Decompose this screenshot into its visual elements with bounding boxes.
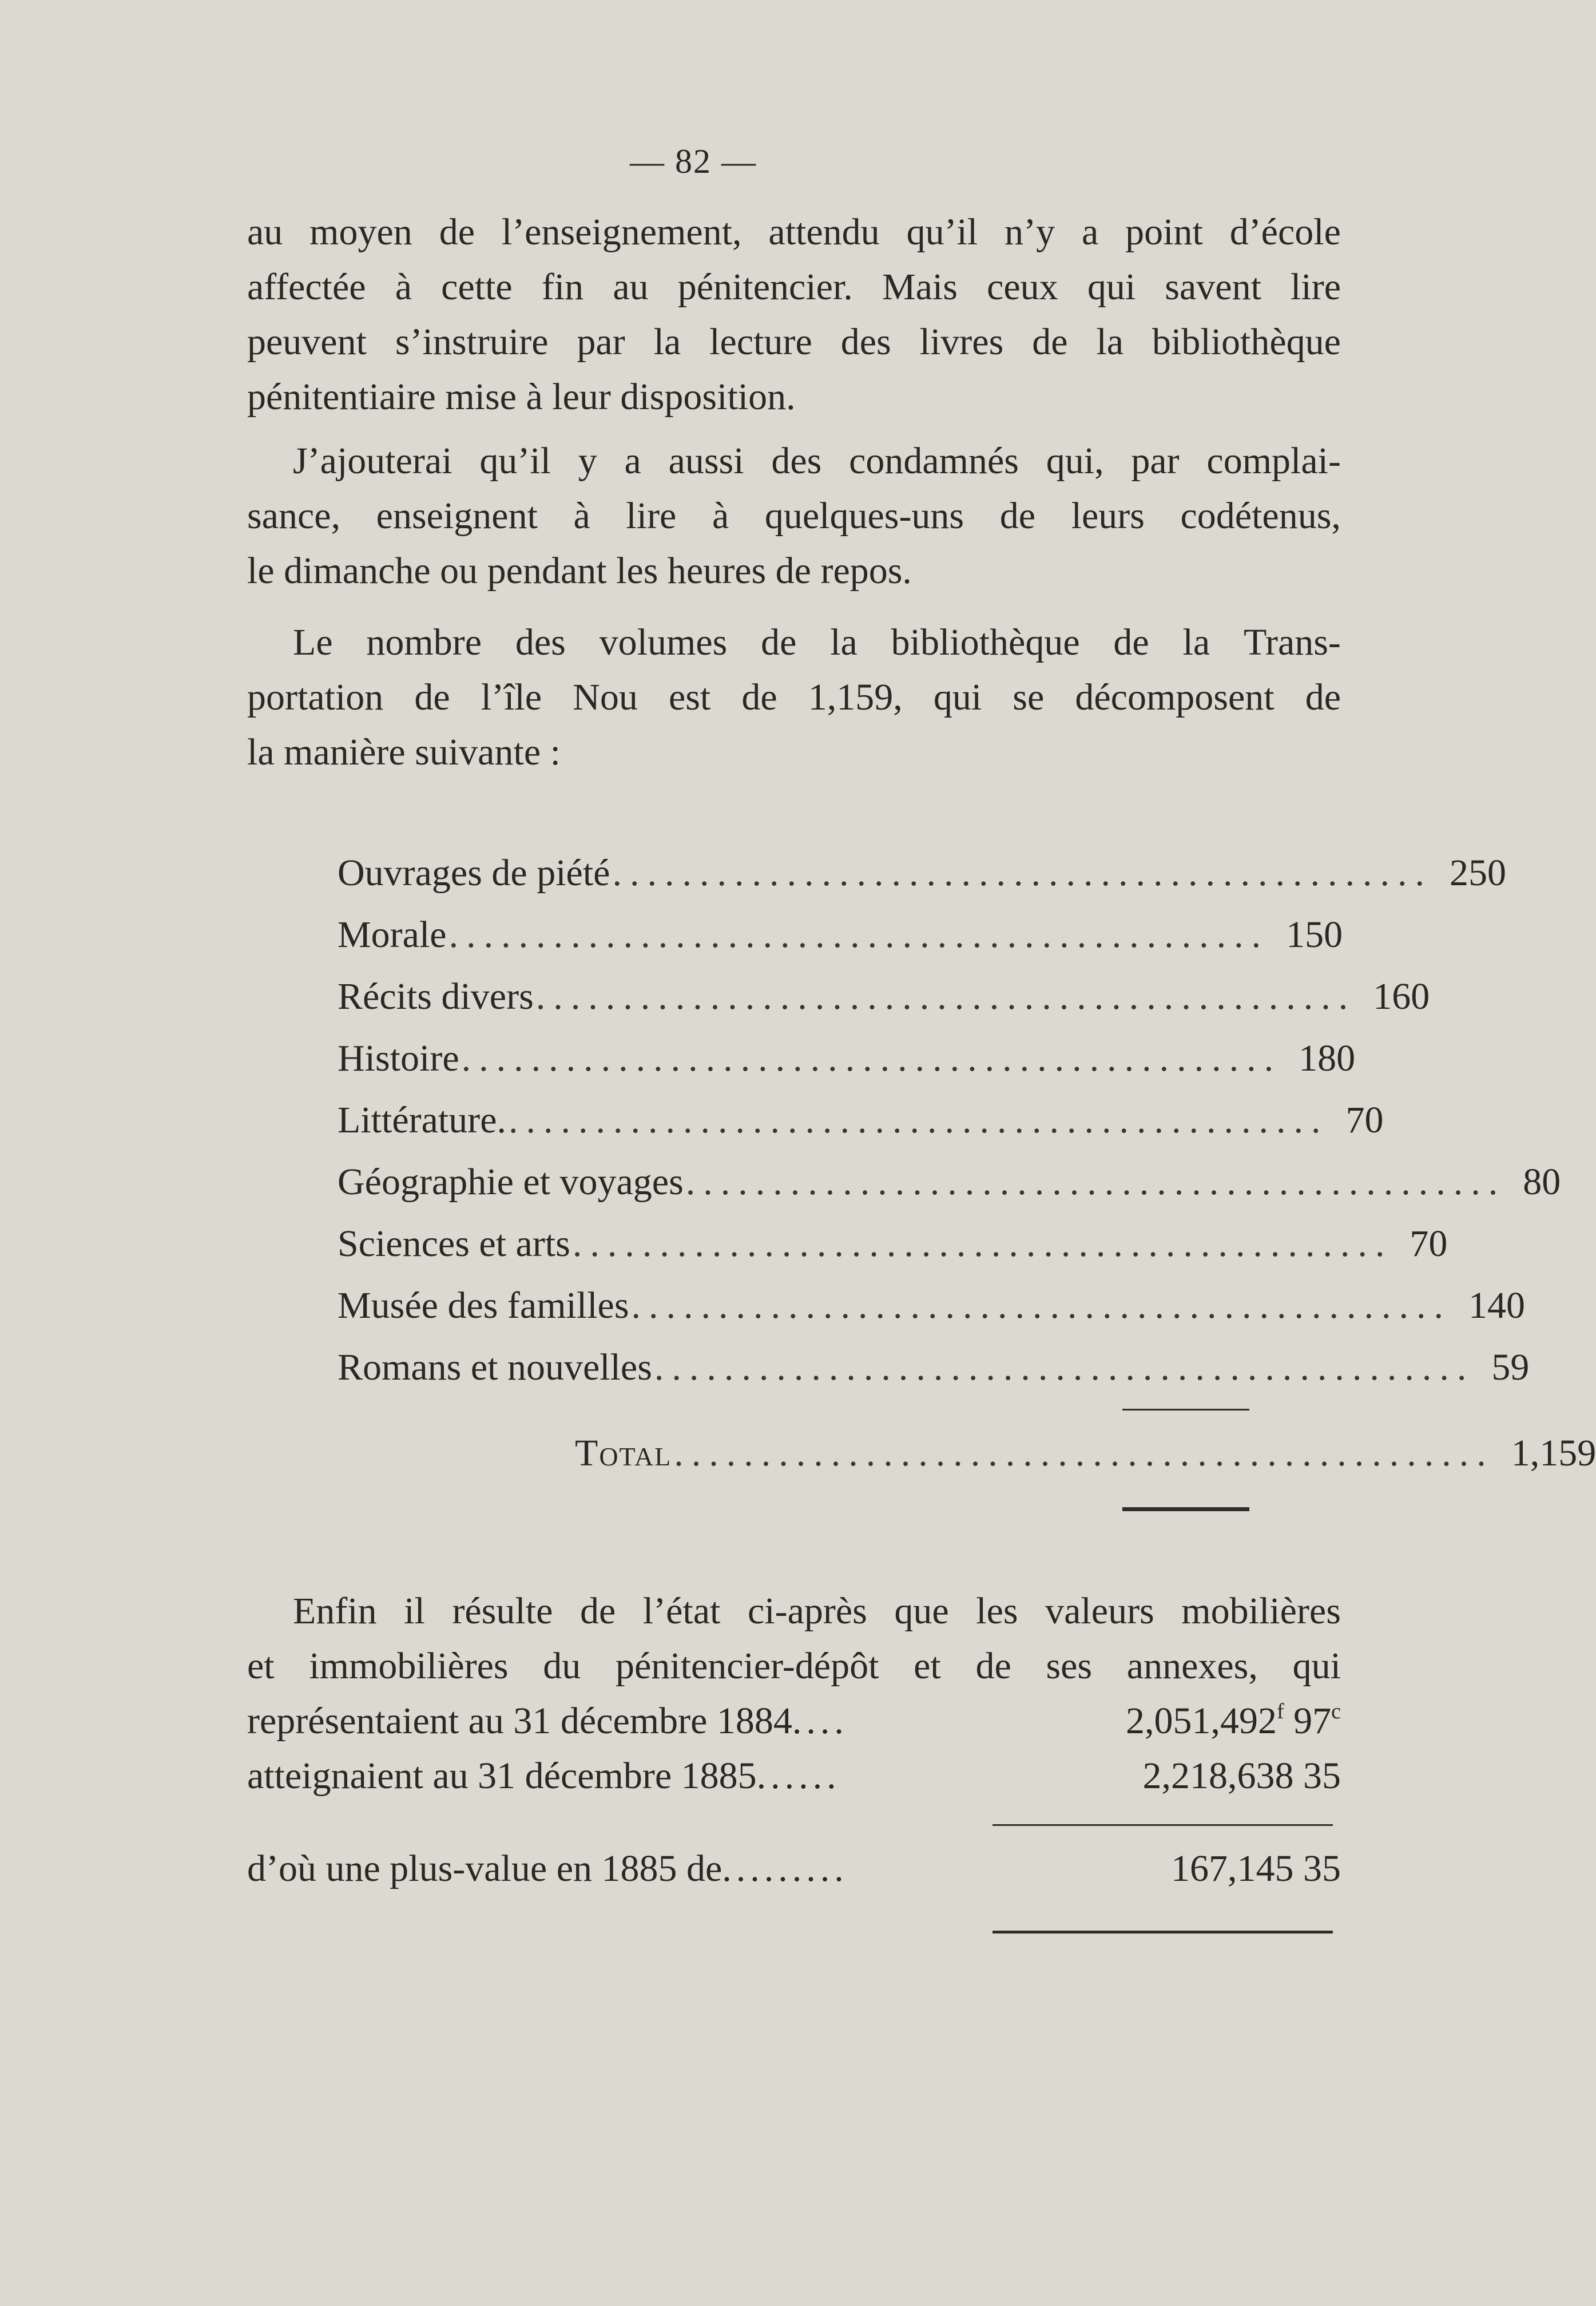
word: Nou bbox=[573, 676, 638, 718]
word: se bbox=[1013, 676, 1045, 718]
amount-francs: 2,051,492 bbox=[1125, 1700, 1277, 1742]
text-line bbox=[247, 434, 1341, 489]
word: des bbox=[840, 321, 891, 363]
word: les bbox=[976, 1590, 1018, 1632]
word: de bbox=[975, 1645, 1011, 1687]
word: condamnés bbox=[849, 440, 1019, 482]
word: y bbox=[578, 440, 597, 482]
paragraph-3 bbox=[247, 615, 1341, 780]
word: valeurs bbox=[1045, 1590, 1154, 1632]
word: volumes bbox=[599, 621, 728, 663]
amount-francs: 2,218,638 bbox=[1142, 1755, 1294, 1797]
volume-count: 59 bbox=[1491, 1346, 1530, 1388]
word: Enfin bbox=[293, 1590, 377, 1632]
table-row bbox=[338, 1275, 1526, 1337]
word: Trans- bbox=[1243, 621, 1341, 663]
word: l’île bbox=[481, 676, 542, 718]
dot-leader: ............................................... bbox=[631, 1285, 1452, 1326]
ledger-amount bbox=[1032, 1694, 1341, 1749]
dot-leader: ............................................... bbox=[612, 852, 1432, 894]
word: immobilières bbox=[309, 1645, 509, 1687]
dot-leader: ...... bbox=[756, 1755, 841, 1797]
word: de bbox=[1113, 621, 1149, 663]
category-label: Morale bbox=[338, 914, 447, 956]
table-row bbox=[338, 1337, 1530, 1398]
word: a bbox=[1081, 211, 1099, 253]
word: lire bbox=[626, 495, 677, 537]
volume-count: 70 bbox=[1410, 1223, 1448, 1265]
word: décomposent bbox=[1075, 676, 1275, 718]
volume-count: 250 bbox=[1449, 852, 1506, 894]
word: à bbox=[712, 495, 729, 537]
table-row bbox=[338, 904, 1343, 966]
amount-cents: 35 bbox=[1303, 1848, 1341, 1889]
word: au bbox=[613, 266, 649, 308]
word: attendu bbox=[768, 211, 880, 253]
word: des bbox=[771, 440, 822, 482]
word: de bbox=[761, 621, 797, 663]
text-line bbox=[247, 260, 1341, 315]
word: s’instruire bbox=[395, 321, 549, 363]
word: affectée bbox=[247, 266, 366, 308]
word: lecture bbox=[709, 321, 812, 363]
dot-leader: ............................................... bbox=[461, 1037, 1282, 1079]
text-line: le dimanche ou pendant les heures de repos. bbox=[247, 550, 912, 592]
dot-leader: ............................................... bbox=[572, 1223, 1393, 1265]
table-row bbox=[338, 1213, 1448, 1275]
word: mobilières bbox=[1181, 1590, 1341, 1632]
category-label: Géographie et voyages bbox=[338, 1161, 684, 1203]
text-line bbox=[247, 315, 1341, 370]
word: de bbox=[999, 495, 1036, 537]
amount-francs: 167,145 bbox=[1171, 1848, 1294, 1889]
word: qui bbox=[1292, 1645, 1341, 1687]
dot-leader: .... bbox=[792, 1700, 848, 1742]
word: sance, bbox=[247, 495, 341, 537]
word: du bbox=[543, 1645, 581, 1687]
word: leurs bbox=[1071, 495, 1145, 537]
dot-leader: ............................................... bbox=[509, 1099, 1329, 1141]
text-line bbox=[247, 1639, 1341, 1694]
word: Le bbox=[293, 621, 333, 663]
franc-unit: f bbox=[1276, 1699, 1284, 1723]
difference-rule bbox=[992, 1824, 1333, 1826]
volume-count: 150 bbox=[1286, 914, 1343, 956]
paragraph-4 bbox=[247, 1584, 1341, 1694]
amount-cents: 97 bbox=[1293, 1700, 1332, 1742]
word: annexes, bbox=[1126, 1645, 1258, 1687]
word: la bbox=[1096, 321, 1124, 363]
word: par bbox=[1131, 440, 1180, 482]
text-line: la manière suivante : bbox=[247, 731, 561, 773]
category-label: Musée des familles bbox=[338, 1285, 629, 1326]
amount-cents: 35 bbox=[1303, 1755, 1341, 1797]
dot-leader: ............................................... bbox=[654, 1346, 1475, 1388]
word: cette bbox=[441, 266, 513, 308]
word: la bbox=[830, 621, 857, 663]
total-row bbox=[338, 1423, 1596, 1484]
value-ledger bbox=[247, 1694, 1341, 1896]
word: de bbox=[1032, 321, 1068, 363]
word: ceux bbox=[987, 266, 1058, 308]
word: à bbox=[395, 266, 412, 308]
word: ci-après bbox=[747, 1590, 867, 1632]
word: 1,159, bbox=[808, 676, 903, 718]
word: que bbox=[894, 1590, 949, 1632]
word: est bbox=[668, 676, 711, 718]
word: a bbox=[624, 440, 641, 482]
table-row bbox=[338, 1151, 1561, 1213]
table-row bbox=[338, 966, 1430, 1028]
total-label: Total bbox=[575, 1432, 672, 1474]
table-row bbox=[338, 1089, 1384, 1151]
word: de bbox=[741, 676, 777, 718]
dot-leader: ......... bbox=[722, 1848, 848, 1889]
text-line bbox=[247, 615, 1341, 670]
cent-unit: c bbox=[1331, 1699, 1341, 1723]
category-label: Sciences et arts bbox=[338, 1223, 570, 1265]
word: d’école bbox=[1229, 211, 1341, 253]
word: bibliothèque bbox=[891, 621, 1080, 663]
word: la bbox=[653, 321, 681, 363]
word: peuvent bbox=[247, 321, 367, 363]
paragraph-2 bbox=[247, 434, 1341, 599]
word: de bbox=[1305, 676, 1341, 718]
word: qui bbox=[933, 676, 982, 718]
ledger-row-1885 bbox=[247, 1749, 1341, 1804]
word: point bbox=[1125, 211, 1203, 253]
word: ses bbox=[1046, 1645, 1093, 1687]
category-label: Ouvrages de piété bbox=[338, 852, 610, 894]
dot-leader: ............................................... bbox=[674, 1432, 1494, 1474]
word: qui, bbox=[1046, 440, 1104, 482]
text-line bbox=[247, 489, 1341, 544]
total-value: 1,159 bbox=[1511, 1432, 1596, 1474]
dot-leader: ............................................... bbox=[448, 914, 1269, 956]
word: quelques-uns bbox=[764, 495, 964, 537]
volume-count: 80 bbox=[1523, 1161, 1561, 1203]
word: résulte bbox=[452, 1590, 553, 1632]
word: l’enseignement, bbox=[501, 211, 742, 253]
word: par bbox=[577, 321, 625, 363]
ledger-label: atteignaient au 31 décembre 1885 bbox=[247, 1755, 757, 1797]
word: bibliothèque bbox=[1152, 321, 1341, 363]
word: lire bbox=[1291, 266, 1341, 308]
ledger-amount bbox=[1032, 1749, 1341, 1804]
word: pénitencier-dépôt bbox=[615, 1645, 879, 1687]
table-row bbox=[338, 842, 1506, 904]
word: de bbox=[414, 676, 450, 718]
volume-count: 180 bbox=[1299, 1037, 1356, 1079]
word: enseignent bbox=[376, 495, 538, 537]
result-rule bbox=[992, 1931, 1333, 1933]
word: au bbox=[247, 211, 283, 253]
category-label: Littérature. bbox=[338, 1099, 507, 1141]
word: qu’il bbox=[906, 211, 978, 253]
word: la bbox=[1182, 621, 1210, 663]
text-line: pénitentiaire mise à leur disposition. bbox=[247, 376, 796, 418]
word: n’y bbox=[1005, 211, 1055, 253]
word: de bbox=[439, 211, 475, 253]
word: de bbox=[579, 1590, 616, 1632]
page-number: — 82 — bbox=[630, 142, 757, 180]
word: livres bbox=[919, 321, 1004, 363]
category-label: Récits divers bbox=[338, 976, 534, 1017]
category-label: Romans et nouvelles bbox=[338, 1346, 652, 1388]
word: et bbox=[247, 1645, 275, 1687]
word: aussi bbox=[668, 440, 744, 482]
word: J’ajouterai bbox=[293, 440, 452, 482]
text-line bbox=[247, 205, 1341, 260]
text-line bbox=[247, 1584, 1341, 1639]
ledger-row-result bbox=[247, 1841, 1341, 1896]
paragraph-1 bbox=[247, 205, 1341, 425]
ledger-label: d’où une plus-value en 1885 de bbox=[247, 1848, 722, 1889]
volume-count: 70 bbox=[1345, 1099, 1384, 1141]
word: portation bbox=[247, 676, 384, 718]
volume-count: 140 bbox=[1468, 1285, 1526, 1326]
library-volumes-table bbox=[338, 842, 1596, 1484]
word: des bbox=[515, 621, 566, 663]
word: Mais bbox=[882, 266, 958, 308]
word: et bbox=[914, 1645, 941, 1687]
word: l’état bbox=[642, 1590, 721, 1632]
ledger-row-1884 bbox=[247, 1694, 1341, 1749]
word: à bbox=[573, 495, 590, 537]
sum-rule bbox=[1122, 1409, 1249, 1410]
word: savent bbox=[1165, 266, 1261, 308]
word: pénitencier. bbox=[677, 266, 853, 308]
word: complai- bbox=[1206, 440, 1341, 482]
dot-leader: ............................................... bbox=[535, 976, 1356, 1017]
word: moyen bbox=[309, 211, 412, 253]
word: qu’il bbox=[479, 440, 551, 482]
word: qui bbox=[1087, 266, 1136, 308]
table-row bbox=[338, 1028, 1356, 1089]
dot-leader: ............................................... bbox=[685, 1161, 1506, 1203]
text-line bbox=[247, 670, 1341, 725]
word: il bbox=[404, 1590, 425, 1632]
ledger-amount bbox=[1032, 1841, 1341, 1896]
category-label: Histoire bbox=[338, 1037, 459, 1079]
total-rule bbox=[1122, 1507, 1249, 1511]
word: fin bbox=[541, 266, 584, 308]
word: nombre bbox=[366, 621, 482, 663]
ledger-label: représentaient au 31 décembre 1884 bbox=[247, 1700, 792, 1742]
word: codétenus, bbox=[1180, 495, 1341, 537]
volume-count: 160 bbox=[1373, 976, 1430, 1017]
